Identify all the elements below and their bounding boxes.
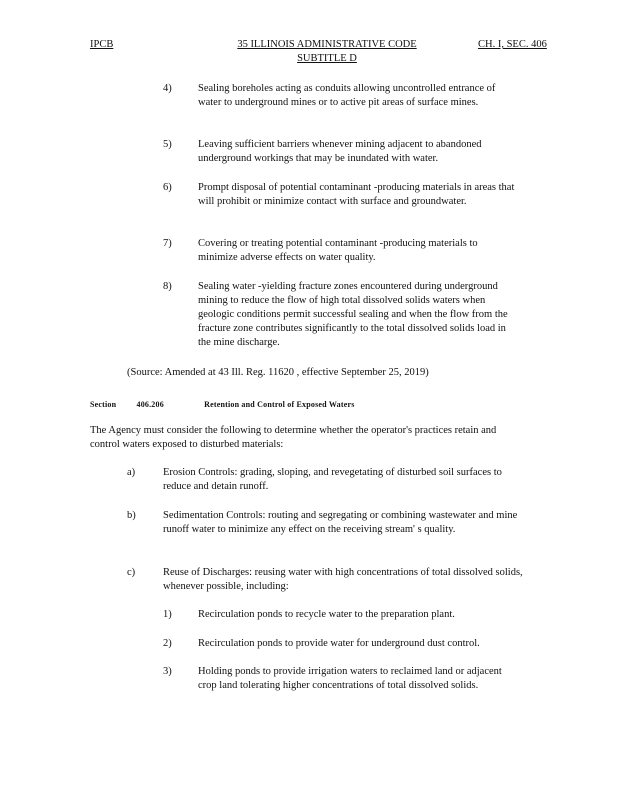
item-number: 2) <box>163 638 172 649</box>
item-number: 1) <box>163 609 172 620</box>
item-number: 8) <box>163 281 172 292</box>
section-title: Retention and Control of Exposed Waters <box>204 400 355 409</box>
header-code-title <box>222 38 432 66</box>
item-number: 4) <box>163 83 172 94</box>
header-code: 35 ILLINOIS ADMINISTRATIVE CODE <box>237 39 417 50</box>
item-text: Recirculation ponds to recycle water to the preparation plant. <box>198 609 455 620</box>
item-text: Prompt disposal of potential contaminant -producing materials in areas that will prohibit or minimize contact with surface and groundwater. <box>198 182 515 207</box>
section-heading <box>90 398 355 412</box>
item-letter: c) <box>127 567 136 578</box>
item-number: 3) <box>163 666 172 677</box>
item-text: Covering or treating potential contaminant -producing materials to minimize adverse effects on water quality. <box>198 238 478 263</box>
item-text: Sealing boreholes acting as conduits allowing uncontrolled entrance of water to underground mines or to active pit areas of surface mines. <box>198 83 496 108</box>
item-text: Erosion Controls: grading, sloping, and revegetating of disturbed soil surfaces to reduce and detain runoff. <box>163 467 502 492</box>
item-text: Leaving sufficient barriers whenever mining adjacent to abandoned underground workings that may be inundated with water. <box>198 139 482 164</box>
section-label: Section <box>90 400 117 409</box>
header-section-ref: CH. I, SEC. 406 <box>478 39 547 50</box>
header-subtitle: SUBTITLE D <box>297 53 357 64</box>
item-text: Holding ponds to provide irrigation waters to reclaimed land or adjacent crop land tolerating higher concentrations of total dissolved solids. <box>198 666 502 691</box>
source-note: (Source: Amended at 43 Ill. Reg. 11620 , effective September 25, 2019) <box>127 367 429 378</box>
item-letter: b) <box>127 510 136 521</box>
item-text: Recirculation ponds to provide water for underground dust control. <box>198 638 480 649</box>
item-text: Reuse of Discharges: reusing water with high concentrations of total dissolved solids, whenever possible, including: <box>163 567 523 592</box>
item-letter: a) <box>127 467 136 478</box>
section-number: 406.206 <box>136 400 164 409</box>
header-agency: IPCB <box>90 39 114 50</box>
item-number: 5) <box>163 139 172 150</box>
intro-paragraph: The Agency must consider the following to determine whether the operator's practices retain and control waters exposed to disturbed materials: <box>90 425 497 450</box>
item-number: 6) <box>163 182 172 193</box>
item-number: 7) <box>163 238 172 249</box>
item-text: Sealing water -yielding fracture zones encountered during underground mining to reduce the flow of high total dissolved solids waters when geologic conditions permit successful sealing and when the flow from the fracture zone contributes significantly to the total dissolved solids load in the mine discharge. <box>198 281 508 348</box>
item-text: Sedimentation Controls: routing and segregating or combining wastewater and mine runoff water to minimize any effect on the receiving stream' s quality. <box>163 510 518 535</box>
